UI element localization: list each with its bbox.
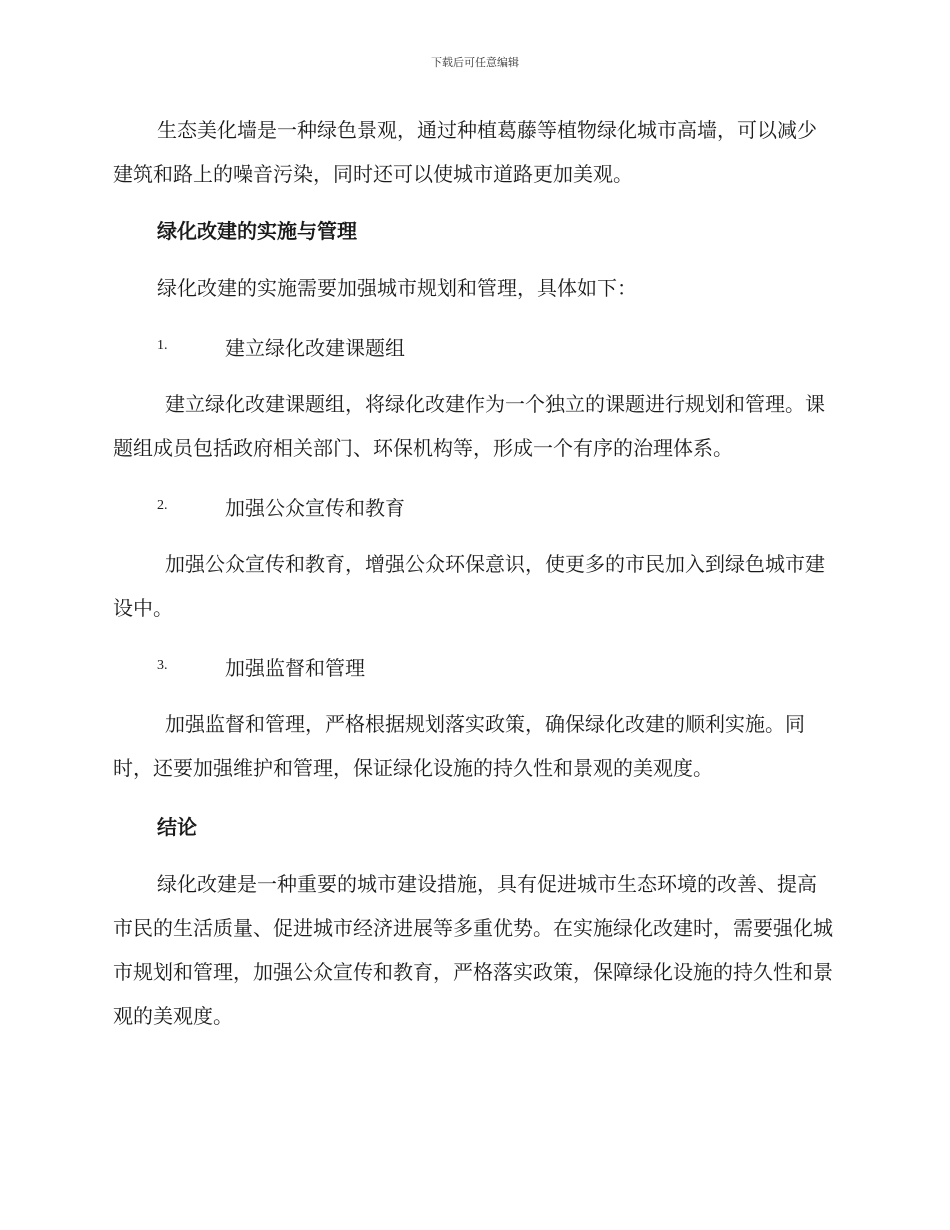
list-item-body: 建立绿化改建课题组，将绿化改建作为一个独立的课题进行规划和管理。课题组成员包括政府相关部门、环保机构等，形成一个有序的治理体系。 [113, 392, 825, 460]
section-heading-conclusion: 结论 [157, 815, 197, 839]
list-item-1 [113, 324, 835, 368]
header-note: 下载后可任意编辑 [431, 56, 519, 69]
list-number: 3. [157, 658, 168, 673]
list-title: 加强公众宣传和教育 [225, 495, 405, 520]
document-body [113, 108, 835, 1050]
conclusion-paragraph: 绿化改建是一种重要的城市建设措施，具有促进城市生态环境的改善、提高市民的生活质量、促进城市经济进展等多重优势。在实施绿化改建时，需要强化城市规划和管理，加强公众宣传和教育，严格落实政策，保障绿化设施的持久性和景观的美观度。 [113, 872, 833, 1028]
intro-paragraph: 生态美化墙是一种绿色景观，通过种植葛藤等植物绿化城市高墙，可以减少建筑和路上的噪音污染，同时还可以使城市道路更加美观。 [113, 118, 817, 186]
list-number: 1. [157, 338, 168, 353]
section-intro: 绿化改建的实施需要加强城市规划和管理，具体如下： [157, 276, 637, 300]
list-item-3 [113, 644, 835, 688]
list-number: 2. [157, 498, 168, 513]
section-heading-management: 绿化改建的实施与管理 [157, 219, 357, 243]
list-item-body: 加强公众宣传和教育，增强公众环保意识，使更多的市民加入到绿色城市建设中。 [113, 552, 825, 620]
list-item-2 [113, 484, 835, 528]
list-title: 建立绿化改建课题组 [225, 335, 405, 360]
list-title: 加强监督和管理 [225, 655, 365, 680]
list-item-body: 加强监督和管理，严格根据规划落实政策，确保绿化改建的顺利实施。同时，还要加强维护和管理，保证绿化设施的持久性和景观的美观度。 [113, 712, 805, 780]
